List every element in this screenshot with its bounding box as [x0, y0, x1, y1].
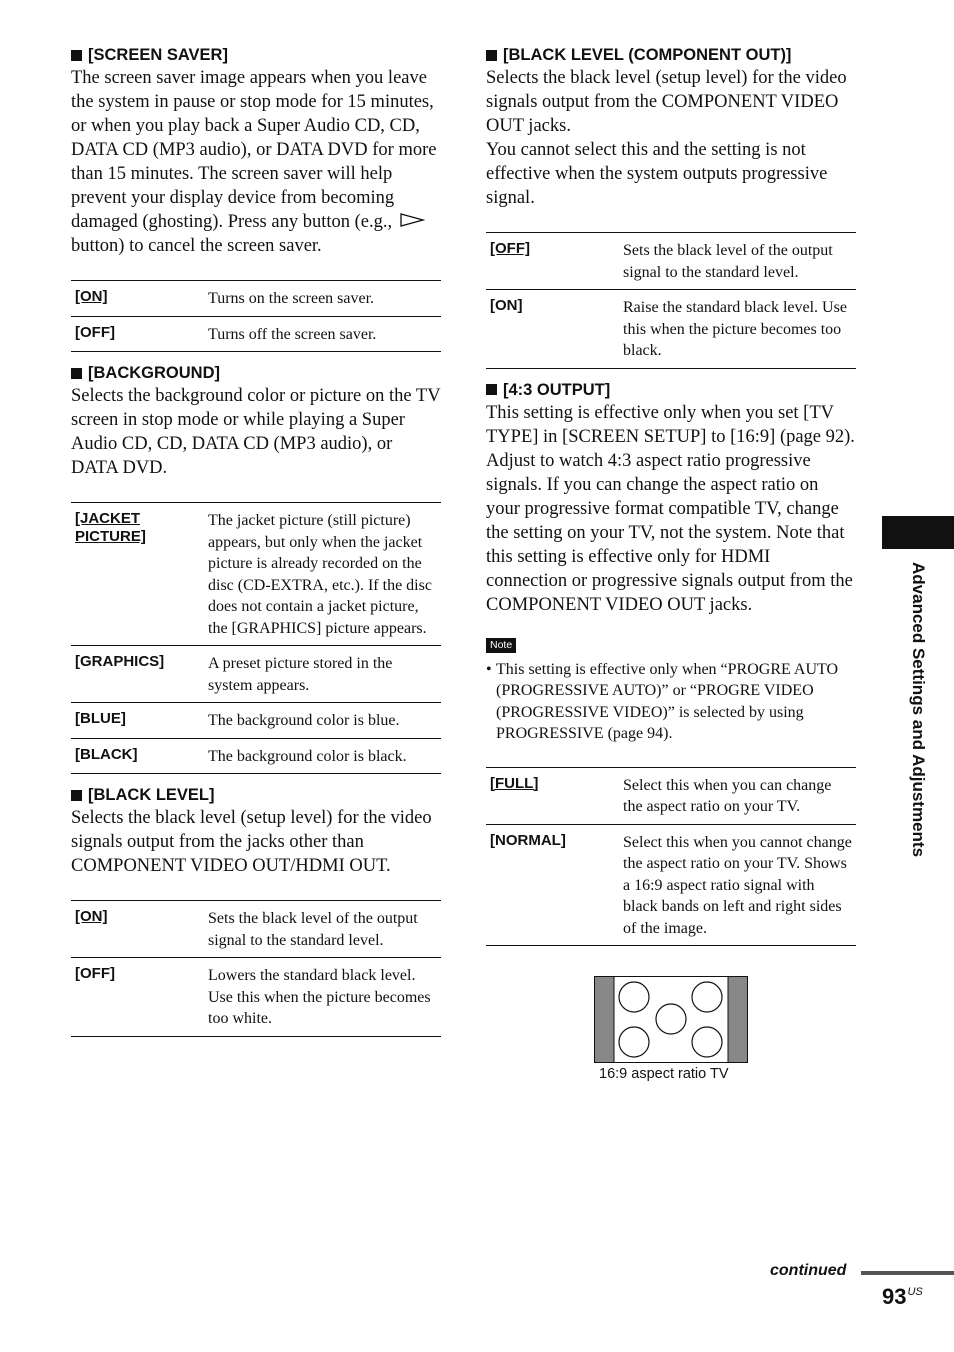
tv-16-9-illustration [594, 976, 748, 1064]
play-button-icon [399, 213, 425, 227]
right-black-band [728, 977, 747, 1062]
black-level-option-key: [OFF] [75, 965, 115, 982]
output-43-text: This setting is effective only when you set [TV TYPE] in [SCREEN SETUP] to [16:9] (page 92). Adjust to watch 4:3 aspect ratio progressive signals. If you can change the aspect ratio on your progressive format compatible TV, change the setting on your TV, not the system. Note that this setting is effective only for HDMI connection or progressive signals output from the COMPONENT VIDEO OUT jacks. [486, 402, 855, 615]
black-level-component-option-key: [OFF] [486, 233, 619, 290]
background-row [71, 646, 441, 703]
black-level-table [71, 900, 441, 1037]
screen-saver-option-key: [OFF] [75, 323, 115, 341]
background-row [71, 703, 441, 739]
background-heading: [BACKGROUND] [71, 362, 441, 384]
note-text: • This setting is effective only when “PROGRE AUTO (PROGRESSIVE AUTO)” or “PROGRE VIDEO (PROGRESSIVE VIDEO)” is selected by using PROGRESSIVE (page 94). [486, 659, 856, 745]
black-level-option-key: [ON] [71, 901, 204, 958]
black-level-row [71, 958, 441, 1037]
black-level-component-option-description: Sets the black level of the output signal to the standard level. [619, 233, 856, 290]
screen-saver-row [71, 316, 441, 352]
background-row [71, 738, 441, 774]
section-tab-marker [882, 516, 954, 549]
square-bullet-icon [71, 368, 82, 379]
right-column [486, 44, 856, 946]
background-table [71, 502, 441, 774]
background-row [71, 503, 441, 646]
screen-saver-text: The screen saver image appears when you leave the system in pause or stop mode for 15 minutes, or when you play back a Super Audio CD, CD, DATA CD (MP3 audio), or DATA DVD for more than 15 minutes. The screen saver will help prevent your display device from becoming damaged (ghosting). Press any button (e.g., button) to cancel the screen saver. [71, 68, 437, 256]
background-text: Selects the background color or picture on the TV screen in stop mode or while playing a Super Audio CD, CD, DATA CD (MP3 audio), or DATA DVD. [71, 386, 441, 478]
page-number: $93^{US}$ [882, 1284, 923, 1309]
square-bullet-icon [71, 790, 82, 801]
square-bullet-icon [486, 384, 497, 395]
background-option-description: The jacket picture (still picture) appears, but only when the jacket picture is already recorded on the disc (CD-EXTRA, etc.). If the disc does not contain a jacket picture, the [GRAPHICS] picture appears. [204, 503, 441, 646]
continued-rule [861, 1271, 954, 1275]
screen-saver-option-key: [ON] [71, 281, 204, 317]
black-level-row [71, 901, 441, 958]
black-level-option-description: Lowers the standard black level. Use this when the picture becomes too white. [208, 967, 431, 1027]
background-option-key: [BLACK] [75, 745, 138, 763]
black-level-component-table [486, 232, 856, 369]
background-option-key: [JACKET PICTURE] [71, 503, 204, 646]
background-option-description: The background color is blue. [204, 703, 441, 739]
black-level-heading: [BLACK LEVEL] [71, 784, 441, 806]
screen-saver-table [71, 280, 441, 352]
figure-caption: 16:9 aspect ratio TV [599, 1066, 729, 1082]
black-level-component-option-description: Raise the standard black level. Use this when the picture becomes too black. [623, 299, 847, 359]
output-43-heading: [4:3 OUTPUT] [486, 379, 856, 401]
black-level-component-text: Selects the black level (setup level) for the video signals output from the COMPONENT VIDEO OUT jacks. You cannot select this and the setting is not effective when the system outputs progressive signal. [486, 68, 847, 208]
square-bullet-icon [71, 50, 82, 61]
continued-label: continued [770, 1262, 847, 1279]
screen-saver-option-description: Turns off the screen saver. [208, 325, 377, 343]
background-option-key: [BLUE] [71, 703, 204, 739]
background-option-key: [GRAPHICS] [71, 646, 204, 703]
black-level-component-option-key: [ON] [490, 297, 523, 314]
background-option-description: The background color is black. [208, 747, 407, 765]
screen-saver-heading: [SCREEN SAVER] [71, 44, 441, 66]
output-43-option-key: [FULL] [486, 767, 619, 824]
square-bullet-icon [486, 50, 497, 61]
output-43-row [486, 824, 856, 946]
black-level-text: Selects the black level (setup level) for the video signals output from the jacks other than COMPONENT VIDEO OUT/HDMI OUT. [71, 808, 432, 876]
black-level-component-row [486, 290, 856, 369]
section-side-label: Advanced Settings and Adjustments [909, 562, 928, 858]
note-badge: Note [486, 638, 516, 653]
background-option-description: A preset picture stored in the system appears. [204, 646, 441, 703]
output-43-table [486, 767, 856, 947]
black-level-component-heading: [BLACK LEVEL (COMPONENT OUT)] [486, 44, 856, 66]
black-level-component-row [486, 233, 856, 290]
output-43-row [486, 767, 856, 824]
output-43-option-key: [NORMAL] [490, 831, 566, 849]
black-level-option-description: Sets the black level of the output signal to the standard level. [204, 901, 441, 958]
note-bullet: • [486, 660, 492, 678]
screen-saver-row [71, 281, 441, 317]
left-black-band [595, 977, 614, 1062]
output-43-option-description: Select this when you cannot change the aspect ratio on your TV. Shows a 16:9 aspect ratio signal with black bands on left and right sides of the image. [623, 833, 852, 937]
output-43-option-description: Select this when you can change the aspect ratio on your TV. [619, 767, 856, 824]
screen-saver-option-description: Turns on the screen saver. [204, 281, 441, 317]
left-column [71, 44, 441, 1037]
